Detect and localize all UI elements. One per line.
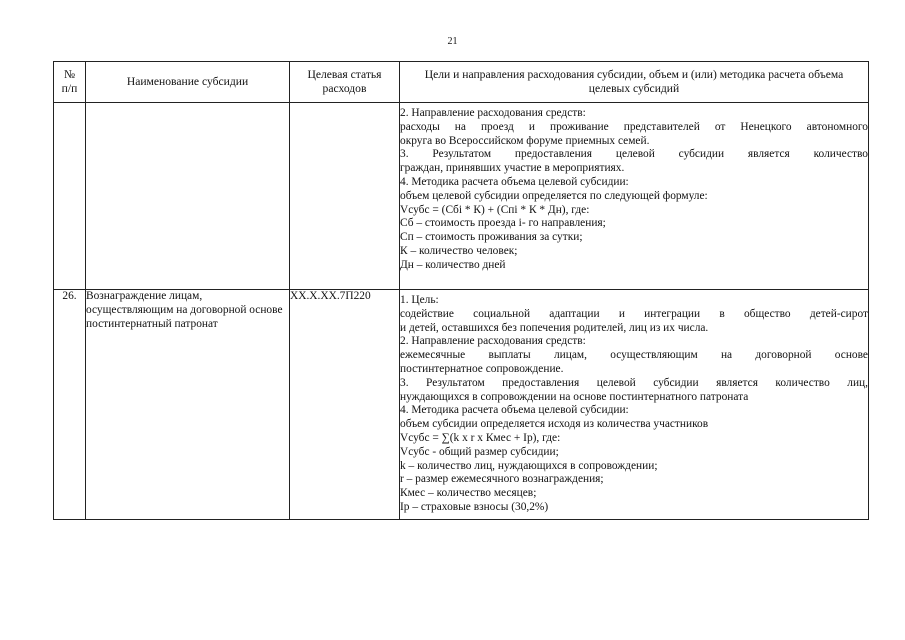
text-line: Сб – стоимость проезда i- го направления; [400, 217, 606, 230]
text-line: Дн – количество дней [400, 258, 506, 271]
text-line: 3. Результатом предоставления целевой субсидии является количество [400, 148, 868, 161]
text-line: Сп – стоимость проживания за сутки; [400, 231, 583, 244]
text-line: 2. Направление расходования средств: [400, 107, 586, 119]
header-goals-methodology: Цели и направления расходования субсидии, объем и (или) методика расчета объема целевых субсидий [400, 62, 869, 103]
text-line: округа во Всероссийском форуме приемных семей. [400, 134, 650, 147]
table-row [54, 290, 869, 520]
text-line: r – размер ежемесячного вознаграждения; [400, 473, 604, 486]
page-number: 21 [447, 36, 458, 47]
text-line: 4. Методика расчета объема целевой субсидии: [400, 404, 629, 417]
header-number-sign: № [63, 68, 76, 81]
text-line: ежемесячные выплаты лицам, осуществляющим на договорной основе [400, 349, 868, 362]
text-line: граждан, принявших участие в мероприятиях. [400, 162, 625, 175]
text-line: объем целевой субсидии определяется по следующей формуле: [400, 189, 708, 202]
text-line: Vсубс = (Cбi * К) + (Спi * К * Дн), где: [400, 203, 590, 216]
text-line: k – количество лиц, нуждающихся в сопровождении; [400, 459, 658, 472]
text-line: К – количество человек; [400, 244, 518, 257]
row-number: 26. [54, 290, 86, 520]
text-line: и детей, оставшихся без попечения родителей, лиц из их числа. [400, 321, 709, 334]
target-item-code: XX.X.XX.7П220 [290, 290, 400, 520]
text-line: постинтернатное сопровождение. [400, 362, 564, 375]
text-line: Кмес – количество месяцев; [400, 487, 537, 500]
header-number-abbr: п/п [61, 82, 78, 95]
text-line: Vсубс = ∑(k x r x Кмес + Iр), где: [400, 431, 561, 444]
text-line: содействие социальной адаптации и интеграции в общество детей-сирот [400, 307, 868, 320]
header-target-item: Целевая статья расходов [290, 62, 400, 103]
subsidy-name [86, 103, 290, 290]
text-line: Vсубс - общий размер субсидии; [400, 445, 559, 458]
row-number [54, 103, 86, 290]
header-number [54, 62, 86, 103]
text-line: 1. Цель: [400, 294, 439, 306]
text-line: Iр – страховые взносы (30,2%) [400, 500, 549, 513]
text-line: объем субсидии определяется исходя из количества участников [400, 418, 709, 431]
text-line: 4. Методика расчета объема целевой субсидии: [400, 175, 629, 188]
text-line: 3. Результатом предоставления целевой субсидии является количество лиц, [400, 376, 868, 389]
text-line: нуждающихся в сопровождении на основе постинтернатного патроната [400, 390, 749, 403]
target-item-code [290, 103, 400, 290]
table-row [54, 103, 869, 290]
subsidy-table [53, 61, 869, 520]
header-subsidy-name: Наименование субсидии [86, 62, 290, 103]
table-header-row [54, 62, 869, 103]
goals-text [400, 290, 869, 520]
goals-text [400, 103, 869, 290]
text-line: 2. Направление расходования средств: [400, 335, 586, 348]
subsidy-name: Вознаграждение лицам, осуществляющим на договорной основе постинтернатный патронат [86, 290, 290, 520]
text-line: расходы на проезд и проживание представителей от Ненецкого автономного [400, 120, 868, 133]
